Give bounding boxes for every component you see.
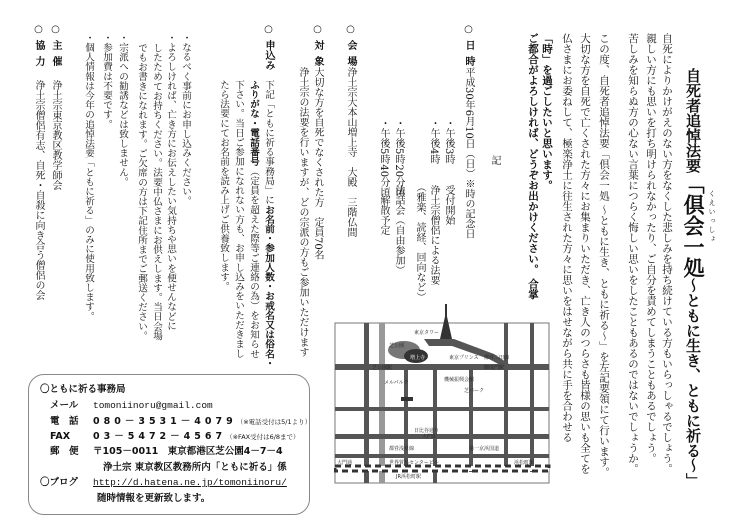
map-label: 大門通 <box>337 460 353 466</box>
date-value: 平成30年6月10日（日）※時の記念日 <box>463 67 474 239</box>
apply-line-3: 下さい。当日ご参加になれない方も、お申し込みをいただきまし <box>233 80 244 359</box>
fax-line <box>93 430 300 444</box>
post-label: 郵 便 <box>50 446 79 457</box>
closing-line: 「時」を過ごしたいと思います。 <box>541 33 553 191</box>
map-label: 第一京浜国道 <box>469 446 500 452</box>
title-bracket: 「 <box>681 173 706 194</box>
intro2-line: 大切な方を自死で亡くされた方々にお集まりいただき、亡き人のつらさも皆様の思いも全てを <box>579 33 591 474</box>
map-label: 日比谷通り <box>414 428 440 434</box>
schedule-time: ・午後5時40分頃 <box>378 118 389 198</box>
schedule-desc: 受付開始 <box>443 185 454 225</box>
ki-label: 記 <box>489 155 500 165</box>
intro-line: 親しい方にも思いを打ち明けられなかったり、ご自分を責めてしまうこともあるでしょう。 <box>645 33 657 464</box>
note-item: ・参加費は不要です。 <box>101 33 112 129</box>
blog-link[interactable]: http://d.hatena.ne.jp/tomoniinoru/ <box>93 477 287 488</box>
map-label: 浜松町駅 <box>514 460 535 466</box>
venue-value: 浄土宗大本山増上寺 大殿 三階仏間 <box>345 67 356 237</box>
apply-text: 下記「ともに祈る事務局」に <box>263 80 274 205</box>
intro2-line: 仏さまにお委ねして、極楽浄土に往生された方々に思いをはせながら共に手を合わせる <box>561 33 573 443</box>
circle-bullet: ○ <box>50 24 61 35</box>
map-label: メルパルク <box>384 380 409 386</box>
intro-line: 自死によりかけがえのない方をなくした悲しみを持ち続けている方もいらっしゃるでしょう。 <box>661 33 673 474</box>
schedule-desc: 法話会（自由参加） <box>393 185 404 275</box>
title-prefix: 自死者追悼法要 <box>684 68 702 173</box>
tel-value: 080－3531－4079 <box>93 416 237 427</box>
intro2-line: この度、自死者追悼法要「倶会一処 ～ともに生き、ともに祈る～」を左記要領にて行います。 <box>598 33 610 478</box>
mail-label: メール <box>50 400 79 411</box>
map-label: 大門駅 <box>422 434 438 440</box>
map-label: 都営浅草線 <box>389 446 415 452</box>
circle-bullet: ○ <box>263 24 274 35</box>
map-label: 芝公園 <box>389 343 405 349</box>
schedule-note: （雅楽、読経、回向など） <box>414 182 425 302</box>
intro-line: 苦しみを知らぬ方の心ない言葉につらく悔しい思いをしたこともあるのではないでしょうか。 <box>627 33 639 474</box>
coop-label: 協力 <box>33 40 44 72</box>
page-title <box>681 68 706 488</box>
schedule-desc: 解散予定 <box>378 195 389 235</box>
circle-bullet: ○ <box>33 24 44 35</box>
schedule-time: ・午後5時20分頃 <box>393 118 404 198</box>
apply-line-2 <box>246 80 260 358</box>
jr-line <box>335 466 549 471</box>
date-label: 日時 <box>463 40 474 72</box>
title-subtitle: ～ともに生き、ともに祈る～」 <box>684 278 702 488</box>
apply-line-4: たら法要にてお名前を読み上げご供養致します。 <box>218 80 229 292</box>
tel-line <box>93 415 311 429</box>
note-item: ・個人情報は今年の追悼法要「ともに祈る」のみに使用致します。 <box>83 33 94 321</box>
map-label: 東京プリンス <box>449 355 479 361</box>
blog-note: 随時情報を更新致します。 <box>97 493 211 504</box>
circle-bullet: ○ <box>463 24 474 35</box>
note-item: ・よろしければ、亡き方にお伝えしたい気持ちや思いを便せんなどに <box>165 33 176 331</box>
note-item: ・なるべく事前にお申し込みください。 <box>180 33 191 206</box>
apply-line-1 <box>261 80 275 368</box>
note-item: でもお書きになれます。ご欠席の方は下記住所までご郵送ください。 <box>136 43 147 341</box>
map-label: 都営三田線 <box>484 355 510 361</box>
target-label: 対象 <box>312 40 323 72</box>
host-label: 主催 <box>50 40 61 72</box>
coop-value: 浄土宗僧侶有志、自死・自殺に向き合う僧侶の会 <box>33 80 44 300</box>
map-label: JR浜松町駅 <box>396 474 421 480</box>
apply-text-bold: ふりがな・電話番号 <box>248 80 259 167</box>
map-label: 世界貿易センタービル <box>389 460 439 466</box>
map-label: 機械振興会館 <box>444 377 475 383</box>
title-ruby: くえいっしょ <box>708 190 716 244</box>
blog-label: 〇ブログ <box>40 477 79 488</box>
schedule-desc: 浄土宗僧侶による法要 <box>428 185 439 285</box>
schedule-time: ・午後4時 <box>428 118 439 165</box>
map-label: 芝公園駅 <box>372 365 393 371</box>
map-label: 東京タワー <box>414 330 440 336</box>
map-label: 増上寺 <box>410 355 426 361</box>
apply-label: 申込み <box>263 40 274 70</box>
schedule-time: ・午後3時 <box>443 118 454 165</box>
fax-label: FAX <box>50 431 71 442</box>
map-label: 芝パーク <box>464 388 485 394</box>
contact-heading: 〇ともに祈る事務局 <box>40 384 126 395</box>
gate-icon <box>401 397 413 401</box>
note-item: したためてお持ちください。法要中仏さまにお供えします。当日会場 <box>151 43 162 341</box>
post-value: 〒105－0011 東京都港区芝公園4－7－4 <box>93 446 283 457</box>
fax-note: （※FAX受付は6/8まで） <box>226 433 300 441</box>
circle-bullet: ○ <box>312 24 323 35</box>
access-map <box>334 304 552 486</box>
circle-bullet: ○ <box>345 24 356 35</box>
tel-label: 電 話 <box>50 416 79 427</box>
apply-text-bold: お名前・参加人数・お戒名又は俗名・ <box>263 204 274 369</box>
note-item: ・宗派への勧誘などは致しません。 <box>117 33 128 187</box>
apply-text: （定員を超えた際等ご連絡の為）をお知らせ <box>248 166 259 359</box>
mail-link[interactable]: tomoniinoru@gmail.com <box>93 400 213 411</box>
title-name: 倶会一処 <box>681 194 706 278</box>
closing-line: ご都合がよろしければ、どうぞお出かけください。 合掌 <box>527 33 539 300</box>
post-value-2: 浄土宗 東京教区教務所内「ともに祈る」係 <box>103 462 287 473</box>
target-value-2: 浄土宗の法要を行いますが、どの宗派の方もご参加いただけます <box>297 67 308 357</box>
host-value: 浄土宗東京教区教学師会 <box>50 80 61 190</box>
tel-note: （※電話受付は5/1より） <box>236 418 312 426</box>
target-value: 大切な方を自死でなくされた方 定員70名 <box>312 67 323 260</box>
venue-label: 会場 <box>345 40 356 72</box>
fax-value: 03－5472－4567 <box>93 431 227 442</box>
map-label: 御成門駅 <box>484 365 505 371</box>
